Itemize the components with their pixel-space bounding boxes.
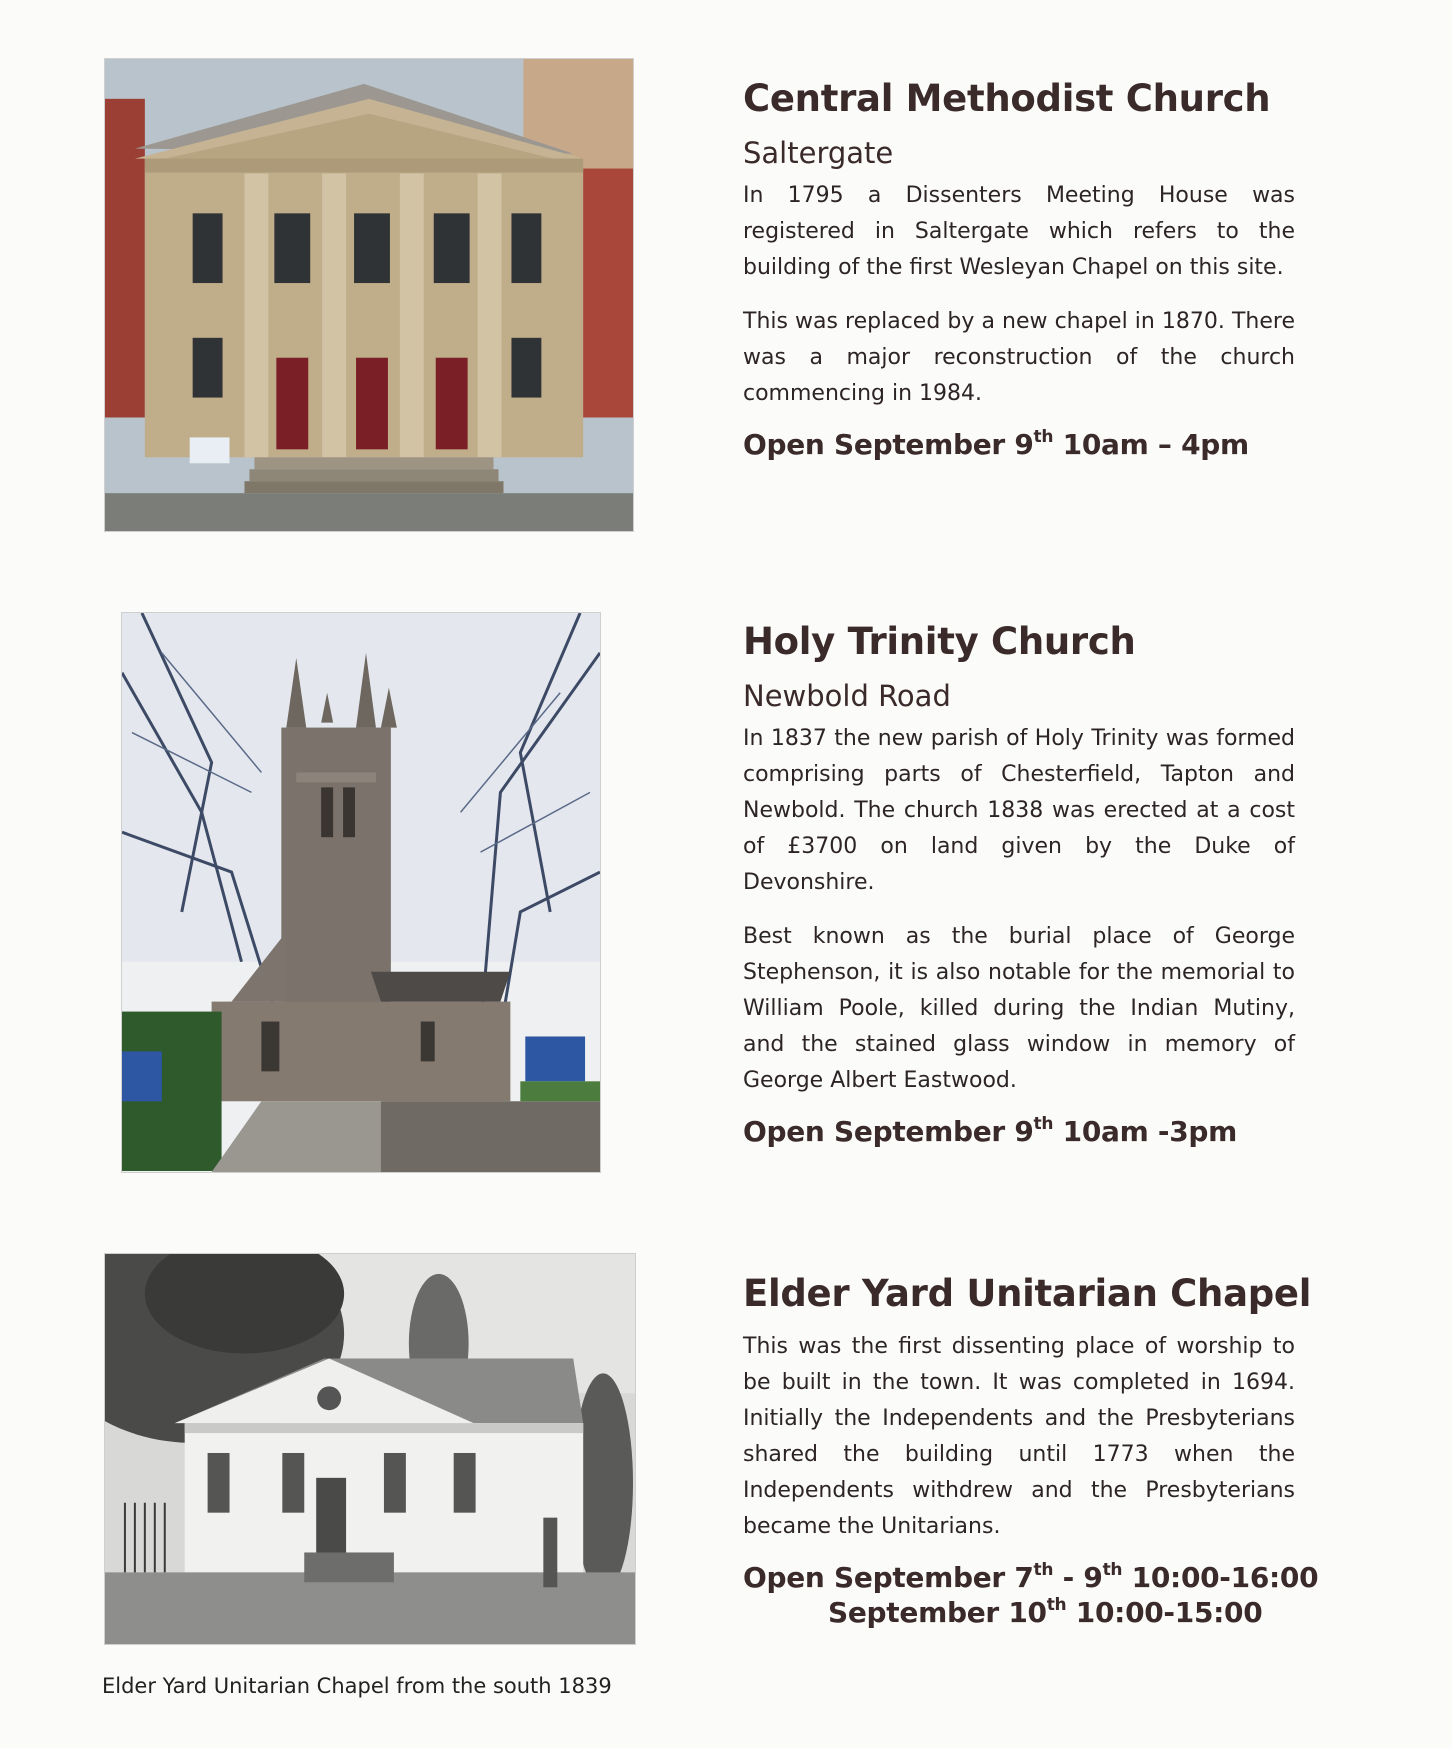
section-paragraph: Best known as the burial place of George Stephenson, it is also notable for the memorial to William Poole, killed during the Indian Mutiny, and the stained glass window in memory of George Albert Eastwood. bbox=[743, 924, 1295, 1093]
section-paragraph: In 1837 the new parish of Holy Trinity was formed comprising parts of Chesterfield, Tapton and Newbold. The church 1838 was erected at a cost of £3700 on land given by the Duke of Devonshire. bbox=[743, 726, 1295, 895]
section-subtitle: Saltergate bbox=[743, 136, 894, 170]
holy-trinity-church-photo bbox=[121, 612, 601, 1173]
central-methodist-section bbox=[743, 77, 1295, 461]
opening-times: Open September 7th - 9th 10:00-16:00 bbox=[743, 1559, 1319, 1594]
photo-caption: Elder Yard Unitarian Chapel from the south 1839 bbox=[102, 1674, 612, 1698]
opening-times: Open September 9th 10am -3pm bbox=[743, 1113, 1238, 1148]
section-paragraph: This was replaced by a new chapel in 1870. There was a major reconstruction of the church commencing in 1984. bbox=[743, 309, 1295, 406]
section-title: Central Methodist Church bbox=[743, 77, 1271, 120]
section-title: Elder Yard Unitarian Chapel bbox=[743, 1272, 1312, 1315]
section-paragraph: In 1795 a Dissenters Meeting House was registered in Saltergate which refers to the building of the first Wesleyan Chapel on this site. bbox=[743, 183, 1295, 280]
central-methodist-church-photo bbox=[104, 58, 634, 532]
elder-yard-section bbox=[743, 1272, 1319, 1629]
holy-trinity-section bbox=[743, 620, 1295, 1148]
elder-yard-chapel-engraving bbox=[104, 1253, 636, 1645]
section-subtitle: Newbold Road bbox=[743, 679, 951, 713]
opening-times: Open September 9th 10am – 4pm bbox=[743, 426, 1249, 461]
opening-times-second-line: September 10th 10:00-15:00 bbox=[828, 1594, 1263, 1629]
section-paragraph: This was the first dissenting place of worship to be built in the town. It was completed in 1694. Initially the Independents and the Presbyterians shared the building until 1773 when the Independents withdrew and the Presbyterians became the Unitarians. bbox=[743, 1334, 1295, 1539]
section-title: Holy Trinity Church bbox=[743, 620, 1136, 663]
